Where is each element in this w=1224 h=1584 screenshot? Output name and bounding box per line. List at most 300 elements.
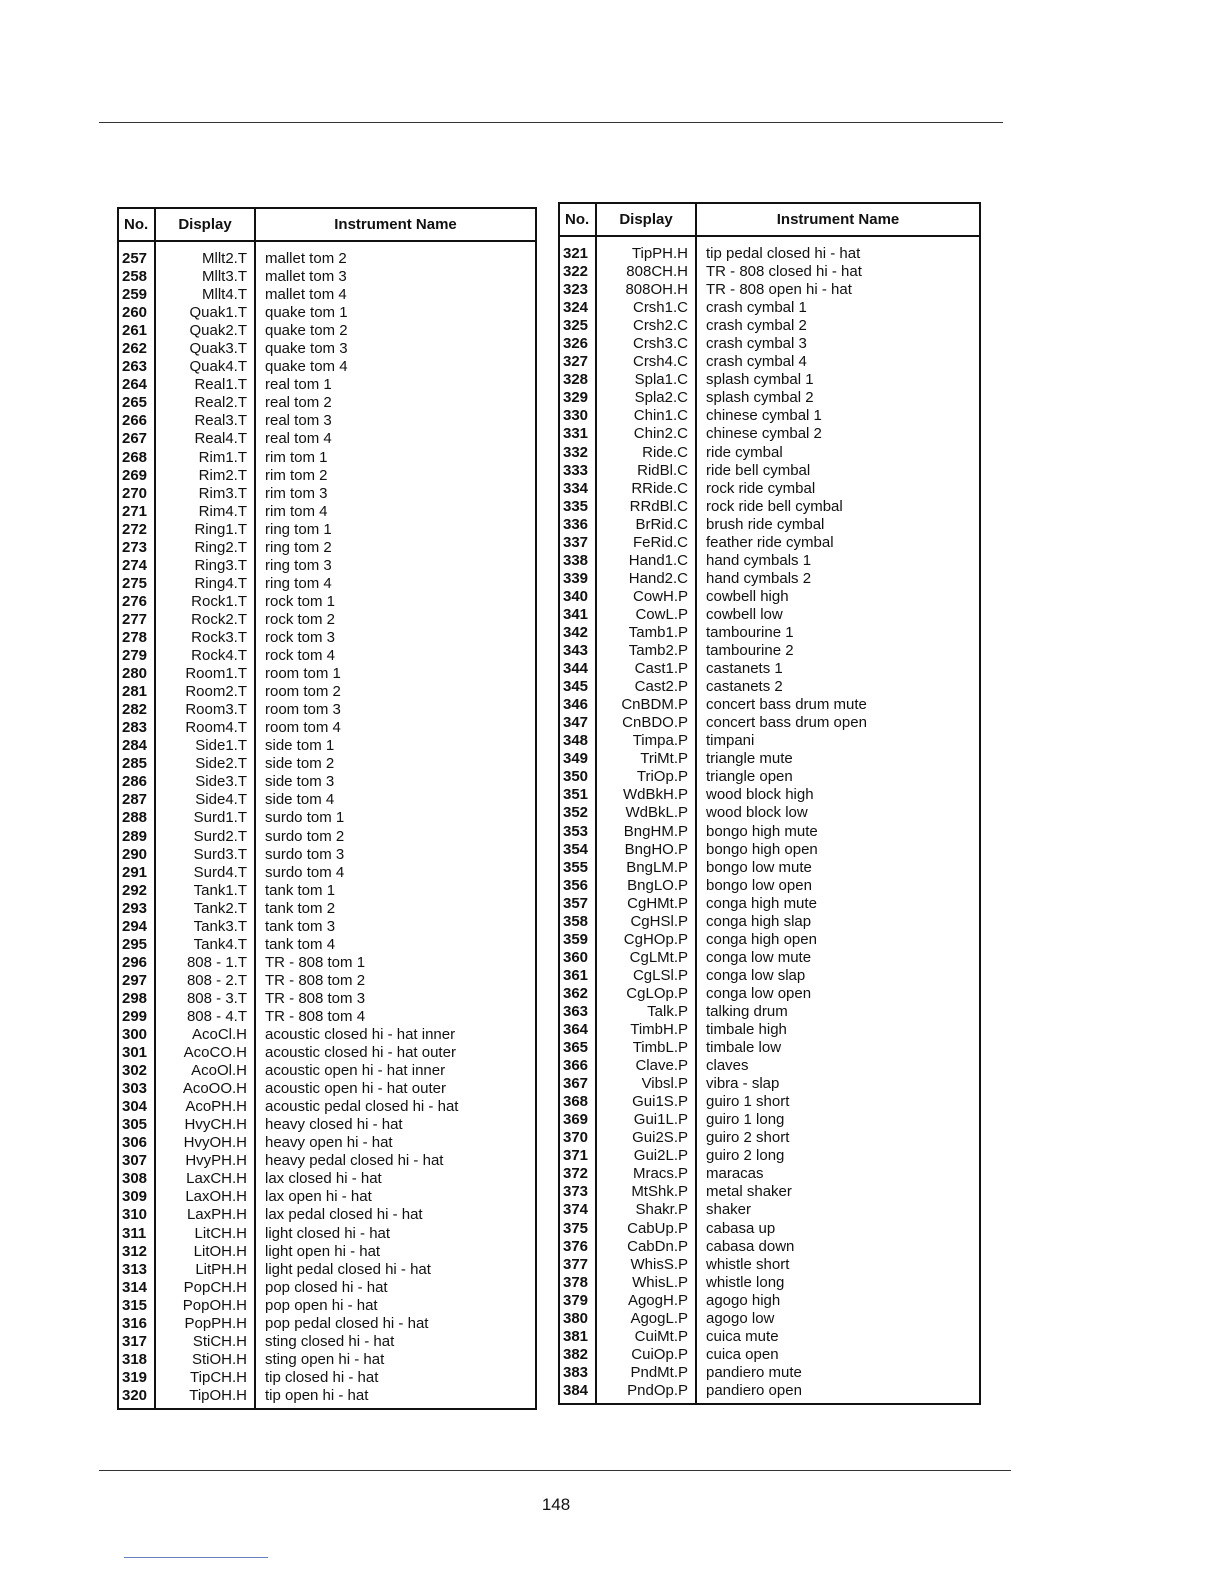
row-display: HvyCH.H [155,1116,255,1134]
table-row [559,786,980,804]
row-instrument-name: hand cymbals 1 [696,552,980,570]
row-display: Cast2.P [596,678,696,696]
table-row [118,954,536,972]
table-row [118,1387,536,1409]
row-instrument-name: heavy pedal closed hi - hat [255,1152,536,1170]
row-display: Real4.T [155,430,255,448]
row-display: Shakr.P [596,1201,696,1219]
row-display: TipOH.H [155,1387,255,1409]
row-number: 347 [559,714,596,732]
row-display: FeRid.C [596,534,696,552]
row-instrument-name: rock tom 1 [255,593,536,611]
table-row [118,394,536,412]
table-row [559,768,980,786]
row-instrument-name: TR - 808 open hi - hat [696,281,980,299]
row-display: AcoOl.H [155,1062,255,1080]
row-display: Side1.T [155,737,255,755]
table-row [118,665,536,683]
row-display: TipPH.H [596,236,696,263]
row-display: Gui2L.P [596,1147,696,1165]
table-row [559,317,980,335]
row-display: Clave.P [596,1057,696,1075]
row-instrument-name: agogo high [696,1292,980,1310]
row-instrument-name: quake tom 1 [255,304,536,322]
row-instrument-name: TR - 808 closed hi - hat [696,263,980,281]
row-number: 280 [118,665,155,683]
row-display: HvyOH.H [155,1134,255,1152]
table-row [559,732,980,750]
table-row [559,1093,980,1111]
row-number: 365 [559,1039,596,1057]
table-row [118,322,536,340]
row-instrument-name: concert bass drum open [696,714,980,732]
row-number: 289 [118,828,155,846]
row-number: 352 [559,804,596,822]
row-instrument-name: castanets 1 [696,660,980,678]
row-instrument-name: conga low mute [696,949,980,967]
row-instrument-name: surdo tom 4 [255,864,536,882]
row-display: CuiOp.P [596,1346,696,1364]
table-row [559,462,980,480]
table-row [559,1075,980,1093]
table-row [118,485,536,503]
row-number: 266 [118,412,155,430]
row-number: 376 [559,1238,596,1256]
table-row [559,407,980,425]
row-number: 368 [559,1093,596,1111]
row-number: 292 [118,882,155,900]
row-display: Surd3.T [155,846,255,864]
table-row [118,882,536,900]
table-row [118,539,536,557]
row-display: TriMt.P [596,750,696,768]
row-number: 379 [559,1292,596,1310]
row-instrument-name: cabasa down [696,1238,980,1256]
table-row [559,1129,980,1147]
row-display: PndMt.P [596,1364,696,1382]
table-row [118,936,536,954]
row-number: 316 [118,1315,155,1333]
row-instrument-name: rim tom 3 [255,485,536,503]
row-instrument-name: conga high slap [696,913,980,931]
row-display: Rim1.T [155,449,255,467]
row-display: CabDn.P [596,1238,696,1256]
row-display: Crsh4.C [596,353,696,371]
row-instrument-name: conga low open [696,985,980,1003]
header-no: No. [118,208,155,241]
table-row [559,498,980,516]
row-instrument-name: mallet tom 4 [255,286,536,304]
row-number: 281 [118,683,155,701]
row-display: Side2.T [155,755,255,773]
table-row [559,859,980,877]
row-instrument-name: shaker [696,1201,980,1219]
table-row [118,1080,536,1098]
row-display: Room1.T [155,665,255,683]
row-instrument-name: tip open hi - hat [255,1387,536,1409]
row-number: 293 [118,900,155,918]
row-number: 377 [559,1256,596,1274]
table-row [559,588,980,606]
row-number: 372 [559,1165,596,1183]
row-number: 326 [559,335,596,353]
row-number: 342 [559,624,596,642]
row-display: Gui1L.P [596,1111,696,1129]
row-display: Tamb2.P [596,642,696,660]
table-row [559,1039,980,1057]
row-number: 339 [559,570,596,588]
row-number: 305 [118,1116,155,1134]
table-row [118,340,536,358]
row-instrument-name: room tom 1 [255,665,536,683]
row-instrument-name: cowbell high [696,588,980,606]
table-row [559,299,980,317]
table-row [118,773,536,791]
table-row [118,593,536,611]
table-row [118,1044,536,1062]
header-instrument-name: Instrument Name [255,208,536,241]
table-row [118,521,536,539]
row-instrument-name: pop closed hi - hat [255,1279,536,1297]
row-display: CgLOp.P [596,985,696,1003]
row-display: Side4.T [155,791,255,809]
row-display: AcoPH.H [155,1098,255,1116]
row-number: 279 [118,647,155,665]
row-display: CnBDM.P [596,696,696,714]
row-display: Rock2.T [155,611,255,629]
table-row [559,1382,980,1404]
row-instrument-name: acoustic pedal closed hi - hat [255,1098,536,1116]
row-instrument-name: chinese cymbal 1 [696,407,980,425]
row-display: Timpa.P [596,732,696,750]
table-row [118,503,536,521]
row-display: CowL.P [596,606,696,624]
row-display: Mracs.P [596,1165,696,1183]
row-instrument-name: agogo low [696,1310,980,1328]
row-number: 312 [118,1243,155,1261]
row-instrument-name: pop pedal closed hi - hat [255,1315,536,1333]
table-row [559,480,980,498]
row-instrument-name: side tom 4 [255,791,536,809]
row-number: 331 [559,425,596,443]
row-instrument-name: crash cymbal 4 [696,353,980,371]
table-row [118,1351,536,1369]
table-row [118,268,536,286]
row-instrument-name: guiro 1 long [696,1111,980,1129]
row-instrument-name: whistle short [696,1256,980,1274]
row-display: RidBl.C [596,462,696,480]
table-row [559,1346,980,1364]
row-instrument-name: heavy closed hi - hat [255,1116,536,1134]
table-row [118,1225,536,1243]
table-row [559,841,980,859]
row-display: Surd1.T [155,809,255,827]
row-display: AcoCO.H [155,1044,255,1062]
row-number: 285 [118,755,155,773]
row-instrument-name: splash cymbal 2 [696,389,980,407]
table-row [118,990,536,1008]
table-row [118,575,536,593]
row-display: Mllt3.T [155,268,255,286]
row-display: Ring3.T [155,557,255,575]
row-display: Tank3.T [155,918,255,936]
row-display: CgLSl.P [596,967,696,985]
table-row [559,1111,980,1129]
row-number: 317 [118,1333,155,1351]
row-display: Quak2.T [155,322,255,340]
row-number: 380 [559,1310,596,1328]
table-row [559,1003,980,1021]
row-number: 369 [559,1111,596,1129]
row-display: Room3.T [155,701,255,719]
row-number: 360 [559,949,596,967]
table-header [118,208,536,241]
table-row [118,719,536,737]
row-number: 291 [118,864,155,882]
row-instrument-name: surdo tom 1 [255,809,536,827]
row-instrument-name: triangle mute [696,750,980,768]
row-instrument-name: rim tom 4 [255,503,536,521]
table-row [118,449,536,467]
row-instrument-name: triangle open [696,768,980,786]
row-display: Ride.C [596,444,696,462]
table-row [559,1292,980,1310]
row-number: 356 [559,877,596,895]
table-row [118,1188,536,1206]
row-display: AgogL.P [596,1310,696,1328]
row-instrument-name: real tom 1 [255,376,536,394]
table-row [559,877,980,895]
row-display: BngHO.P [596,841,696,859]
table-row [118,557,536,575]
row-instrument-name: conga high open [696,931,980,949]
row-display: CgLMt.P [596,949,696,967]
table-row [118,1098,536,1116]
row-number: 297 [118,972,155,990]
row-display: CowH.P [596,588,696,606]
row-instrument-name: talking drum [696,1003,980,1021]
row-display: Crsh2.C [596,317,696,335]
row-display: HvyPH.H [155,1152,255,1170]
table-row [559,570,980,588]
row-number: 276 [118,593,155,611]
row-number: 324 [559,299,596,317]
row-display: Side3.T [155,773,255,791]
row-instrument-name: surdo tom 2 [255,828,536,846]
row-display: PopPH.H [155,1315,255,1333]
row-instrument-name: light pedal closed hi - hat [255,1261,536,1279]
row-instrument-name: ride cymbal [696,444,980,462]
row-number: 359 [559,931,596,949]
row-number: 294 [118,918,155,936]
row-display: 808 - 4.T [155,1008,255,1026]
row-display: 808 - 2.T [155,972,255,990]
row-display: RRdBl.C [596,498,696,516]
row-number: 373 [559,1183,596,1201]
row-number: 383 [559,1364,596,1382]
row-instrument-name: cuica open [696,1346,980,1364]
row-instrument-name: quake tom 2 [255,322,536,340]
row-display: Chin2.C [596,425,696,443]
row-number: 310 [118,1206,155,1224]
row-instrument-name: feather ride cymbal [696,534,980,552]
row-instrument-name: brush ride cymbal [696,516,980,534]
table-row [559,281,980,299]
row-instrument-name: timbale high [696,1021,980,1039]
row-instrument-name: tank tom 4 [255,936,536,954]
row-number: 319 [118,1369,155,1387]
row-display: Real2.T [155,394,255,412]
table-row [559,1220,980,1238]
row-instrument-name: rock ride bell cymbal [696,498,980,516]
table-row [118,1369,536,1387]
row-display: TimbH.P [596,1021,696,1039]
row-display: Mllt2.T [155,241,255,268]
row-instrument-name: side tom 1 [255,737,536,755]
row-display: WdBkL.P [596,804,696,822]
row-number: 311 [118,1225,155,1243]
row-display: Tank2.T [155,900,255,918]
row-number: 290 [118,846,155,864]
table-row [118,864,536,882]
row-number: 354 [559,841,596,859]
table-row [118,629,536,647]
row-number: 270 [118,485,155,503]
header-no: No. [559,203,596,236]
row-number: 357 [559,895,596,913]
row-number: 284 [118,737,155,755]
row-instrument-name: splash cymbal 1 [696,371,980,389]
row-instrument-name: real tom 2 [255,394,536,412]
row-instrument-name: room tom 3 [255,701,536,719]
row-display: Rock1.T [155,593,255,611]
table-row [559,750,980,768]
row-instrument-name: sting open hi - hat [255,1351,536,1369]
table-row [559,552,980,570]
row-number: 375 [559,1220,596,1238]
row-display: Talk.P [596,1003,696,1021]
row-instrument-name: lax open hi - hat [255,1188,536,1206]
table-row [118,683,536,701]
row-number: 334 [559,480,596,498]
row-number: 333 [559,462,596,480]
row-number: 321 [559,236,596,263]
row-number: 301 [118,1044,155,1062]
row-instrument-name: ring tom 3 [255,557,536,575]
row-display: MtShk.P [596,1183,696,1201]
row-instrument-name: sting closed hi - hat [255,1333,536,1351]
row-instrument-name: chinese cymbal 2 [696,425,980,443]
table-row [118,286,536,304]
row-instrument-name: TR - 808 tom 2 [255,972,536,990]
row-number: 258 [118,268,155,286]
row-number: 298 [118,990,155,1008]
table-row [559,1147,980,1165]
row-number: 267 [118,430,155,448]
row-display: CgHSl.P [596,913,696,931]
table-row [118,430,536,448]
row-display: Tank4.T [155,936,255,954]
row-number: 341 [559,606,596,624]
row-number: 269 [118,467,155,485]
table-row [118,1116,536,1134]
row-number: 353 [559,823,596,841]
row-number: 340 [559,588,596,606]
table-row [559,1328,980,1346]
row-instrument-name: room tom 2 [255,683,536,701]
row-instrument-name: rim tom 2 [255,467,536,485]
row-number: 277 [118,611,155,629]
row-instrument-name: acoustic open hi - hat outer [255,1080,536,1098]
table-row [118,467,536,485]
row-display: Surd2.T [155,828,255,846]
row-display: LitPH.H [155,1261,255,1279]
table-row [559,534,980,552]
row-display: 808CH.H [596,263,696,281]
row-instrument-name: TR - 808 tom 1 [255,954,536,972]
row-number: 271 [118,503,155,521]
row-number: 361 [559,967,596,985]
row-number: 304 [118,1098,155,1116]
row-instrument-name: tank tom 1 [255,882,536,900]
row-instrument-name: rock tom 2 [255,611,536,629]
row-number: 283 [118,719,155,737]
row-display: TriOp.P [596,768,696,786]
row-instrument-name: pop open hi - hat [255,1297,536,1315]
row-display: Quak1.T [155,304,255,322]
row-display: BngLO.P [596,877,696,895]
table-row [118,1279,536,1297]
row-number: 330 [559,407,596,425]
table-row [118,900,536,918]
table-row [118,1206,536,1224]
row-instrument-name: tip closed hi - hat [255,1369,536,1387]
row-number: 303 [118,1080,155,1098]
row-display: Rock4.T [155,647,255,665]
row-instrument-name: cabasa up [696,1220,980,1238]
table-row [118,1297,536,1315]
row-display: AgogH.P [596,1292,696,1310]
table-row [118,241,536,268]
row-display: Hand2.C [596,570,696,588]
row-instrument-name: real tom 3 [255,412,536,430]
row-number: 381 [559,1328,596,1346]
row-number: 309 [118,1188,155,1206]
table-row [118,809,536,827]
table-row [118,755,536,773]
table-row [559,931,980,949]
row-display: RRide.C [596,480,696,498]
table-row [118,376,536,394]
bottom-rule [99,1470,1011,1471]
row-instrument-name: wood block high [696,786,980,804]
row-instrument-name: pandiero open [696,1382,980,1404]
row-display: Quak4.T [155,358,255,376]
page-number: 148 [541,1495,571,1514]
row-instrument-name: bongo high mute [696,823,980,841]
row-display: Spla2.C [596,389,696,407]
row-number: 348 [559,732,596,750]
row-instrument-name: light closed hi - hat [255,1225,536,1243]
row-display: StiOH.H [155,1351,255,1369]
row-number: 378 [559,1274,596,1292]
row-instrument-name: quake tom 3 [255,340,536,358]
row-number: 336 [559,516,596,534]
table-row [559,371,980,389]
table-row [118,611,536,629]
row-display: Spla1.C [596,371,696,389]
row-number: 273 [118,539,155,557]
